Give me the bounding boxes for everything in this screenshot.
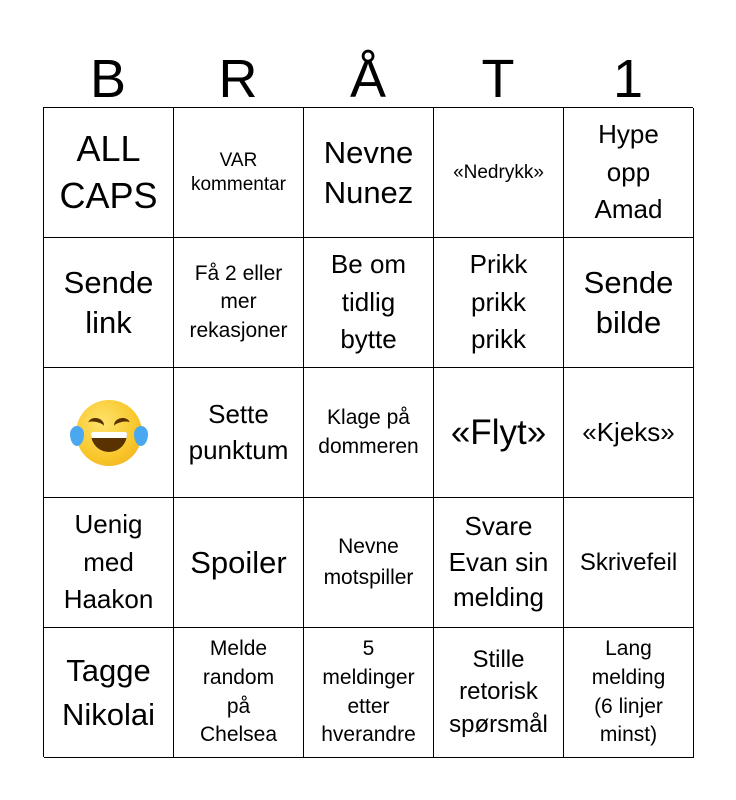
header-letter-aa: Å [349, 49, 387, 109]
cell-label: Nevne Nunez [323, 134, 414, 210]
face-with-tears-of-joy-icon [76, 400, 142, 466]
header-letter-r: R [218, 49, 258, 109]
bingo-cell[interactable] [564, 108, 694, 238]
cell-label: Be om tidlig bytte [330, 248, 407, 355]
header-letter-b: B [89, 49, 127, 109]
cell-label: Stille retorisk spørsmål [449, 645, 548, 738]
cell-label: Sende link [63, 264, 154, 340]
bingo-cell[interactable] [304, 108, 434, 238]
cell-label: Uenig med Haakon [63, 508, 154, 615]
bingo-cell[interactable] [174, 368, 304, 498]
cell-label: Hype opp Amad [594, 118, 663, 225]
bingo-cell[interactable] [434, 108, 564, 238]
bingo-cell[interactable] [174, 108, 304, 238]
cell-label: Sende bilde [583, 264, 674, 340]
bingo-cell[interactable] [564, 628, 694, 758]
bingo-cell[interactable] [564, 498, 694, 628]
bingo-cell[interactable] [564, 238, 694, 368]
bingo-cell[interactable] [44, 368, 174, 498]
bingo-cell[interactable] [304, 498, 434, 628]
bingo-cell[interactable] [174, 498, 304, 628]
bingo-cell[interactable] [434, 368, 564, 498]
cell-label: «Flyt» [450, 412, 547, 452]
header-letter-1: 1 [612, 49, 644, 109]
bingo-cell[interactable] [304, 628, 434, 758]
cell-label: Tagge Nikolai [61, 653, 156, 732]
bingo-cell[interactable] [304, 238, 434, 368]
bingo-cell[interactable] [44, 108, 174, 238]
cell-label: Få 2 eller mer rekasjoner [189, 261, 288, 342]
bingo-board [43, 107, 693, 757]
cell-label: Sette punktum [188, 399, 289, 465]
cell-label: Lang melding (6 linjer minst) [591, 636, 666, 747]
bingo-cell[interactable] [44, 238, 174, 368]
bingo-cell[interactable] [434, 628, 564, 758]
cell-label: «Kjeks» [582, 417, 675, 448]
cell-label: 5 meldinger etter hverandre [321, 636, 416, 747]
cell-label: VAR kommentar [190, 149, 287, 195]
cell-label: Nevne motspiller [323, 535, 414, 589]
cell-label: Spoiler [190, 544, 287, 580]
cell-label: ALL CAPS [59, 127, 158, 216]
bingo-header [43, 42, 693, 108]
bingo-cell[interactable] [434, 498, 564, 628]
cell-label: Prikk prikk prikk [469, 248, 528, 355]
bingo-cell[interactable] [174, 628, 304, 758]
cell-label: «Nedrykk» [453, 161, 544, 183]
cell-label: Melde random på Chelsea [199, 636, 278, 747]
bingo-cell[interactable] [304, 368, 434, 498]
bingo-cell[interactable] [44, 498, 174, 628]
bingo-cell[interactable] [564, 368, 694, 498]
cell-label: Klage på dommeren [318, 406, 419, 458]
bingo-cell[interactable] [174, 238, 304, 368]
bingo-cell[interactable] [44, 628, 174, 758]
cell-label: Skrivefeil [579, 548, 678, 576]
bingo-cell[interactable] [434, 238, 564, 368]
cell-label: Svare Evan sin melding [448, 511, 549, 613]
header-letter-t: T [481, 49, 515, 109]
